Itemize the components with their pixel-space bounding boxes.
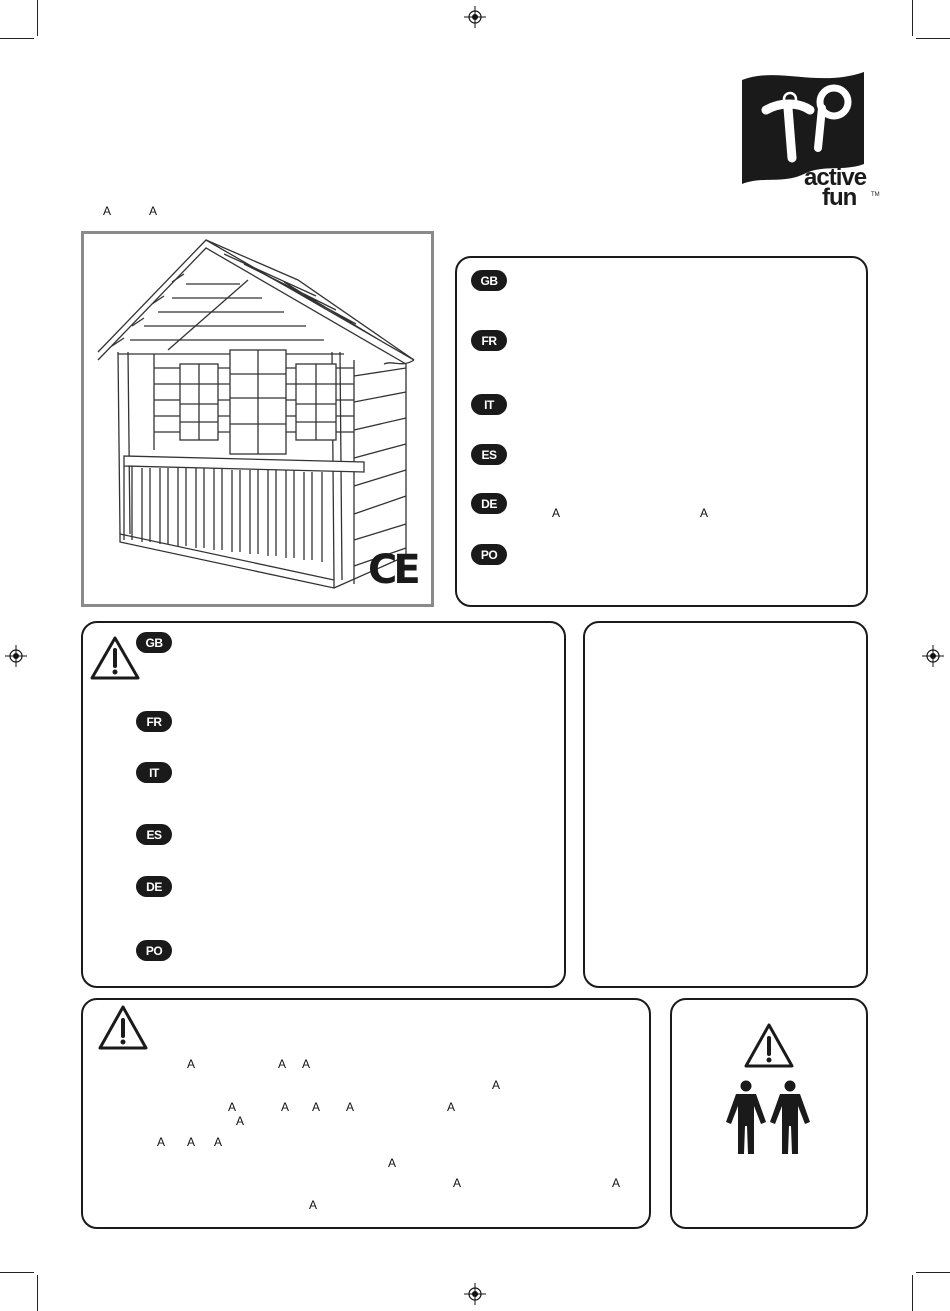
logo-text-active: active (804, 164, 867, 191)
language-badge-de: DE (136, 876, 172, 897)
safety-glyph: A (447, 1100, 456, 1114)
registration-mark-bottom (464, 1283, 486, 1305)
language-badge-it: IT (136, 762, 172, 783)
safety-glyph: A (236, 1114, 245, 1128)
safety-glyph: A (278, 1057, 287, 1071)
language-badge-fr: FR (471, 330, 507, 351)
safety-glyph: A (612, 1176, 621, 1190)
crop-mark (916, 1272, 950, 1273)
blank-panel (583, 621, 868, 988)
crop-mark (916, 38, 950, 39)
crop-mark (37, 1275, 38, 1311)
language-badge-fr: FR (136, 711, 172, 732)
warning-triangle-icon (89, 635, 141, 681)
safety-glyph: A (187, 1057, 196, 1071)
language-badge-es: ES (471, 444, 507, 465)
safety-glyph: A (309, 1198, 318, 1212)
de-glyph: A (700, 506, 709, 520)
language-badge-de: DE (471, 493, 507, 514)
safety-glyph: A (214, 1135, 223, 1149)
product-image (81, 231, 434, 607)
safety-glyph: A (187, 1135, 196, 1149)
ce-mark: CE (368, 547, 417, 593)
language-badge-gb: GB (136, 632, 172, 653)
warning-language-panel (81, 621, 566, 988)
safety-glyph: A (346, 1100, 355, 1114)
intro-language-panel (455, 256, 868, 607)
safety-glyph: A (281, 1100, 290, 1114)
registration-mark-right (922, 645, 944, 667)
crop-mark (0, 1272, 34, 1273)
language-badge-po: PO (471, 544, 507, 565)
safety-panel (81, 998, 651, 1229)
safety-glyph: A (157, 1135, 166, 1149)
crop-mark (912, 0, 913, 36)
warning-triangle-icon (743, 1022, 795, 1070)
crop-mark (912, 1275, 913, 1311)
de-glyph: A (552, 506, 561, 520)
language-badge-it: IT (471, 394, 507, 415)
crop-mark (37, 0, 38, 36)
logo-text-fun: fun (822, 184, 857, 211)
language-badge-es: ES (136, 824, 172, 845)
two-person-assembly-panel (670, 998, 868, 1229)
brand-logo (738, 66, 894, 216)
safety-glyph: A (492, 1078, 501, 1092)
crop-mark (0, 38, 34, 39)
safety-glyph: A (453, 1176, 462, 1190)
language-badge-gb: GB (471, 270, 507, 291)
two-adults-icon (724, 1080, 816, 1156)
registration-mark-top (464, 6, 486, 28)
header-glyph: A (149, 204, 158, 218)
safety-glyph: A (228, 1100, 237, 1114)
safety-glyph: A (388, 1156, 397, 1170)
warning-triangle-icon (97, 1004, 149, 1052)
language-badge-po: PO (136, 940, 172, 961)
safety-glyph: A (302, 1057, 311, 1071)
safety-glyph: A (312, 1100, 321, 1114)
logo-trademark: TM (871, 192, 880, 198)
registration-mark-left (5, 645, 27, 667)
header-glyph: A (103, 204, 112, 218)
